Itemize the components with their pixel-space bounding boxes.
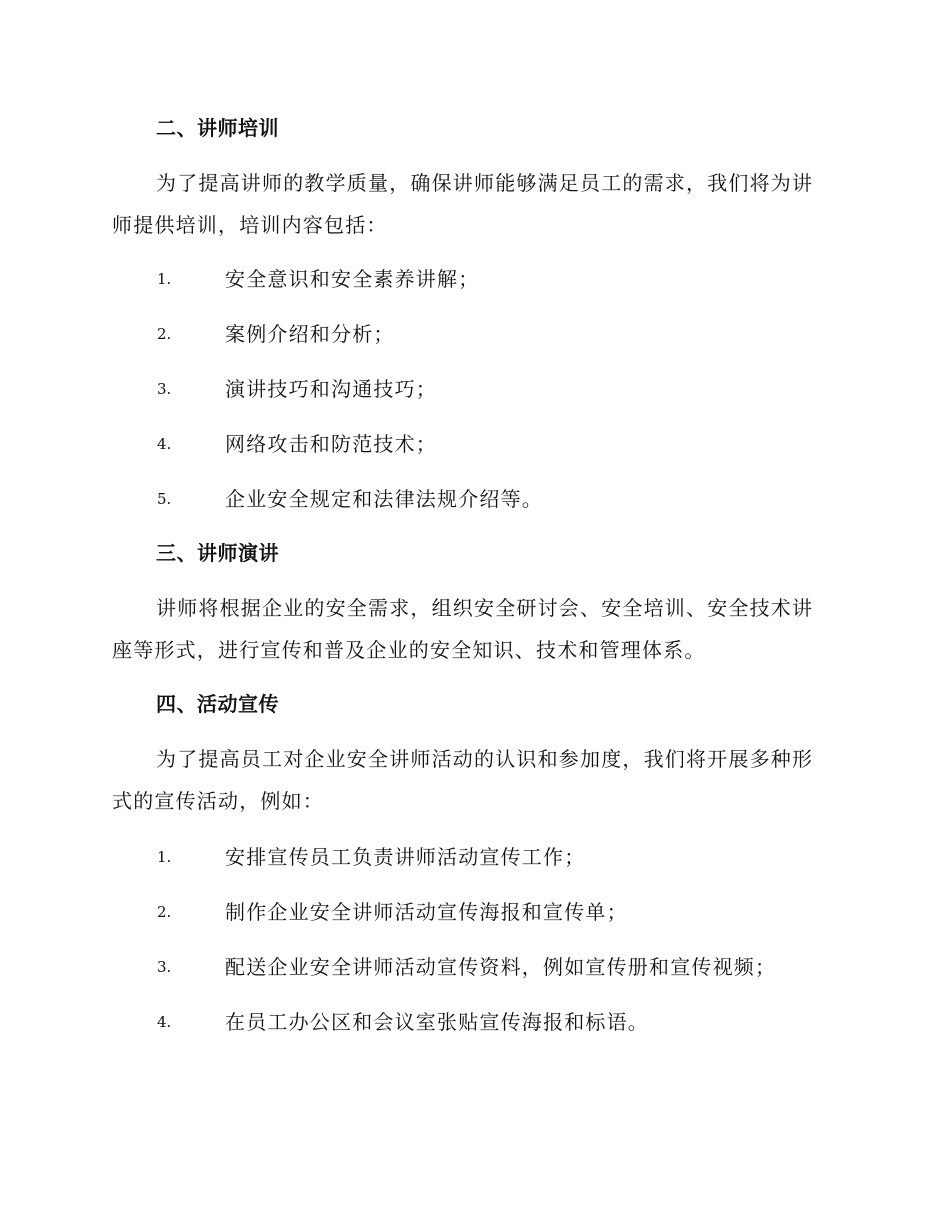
list-item [157,429,837,459]
list-item-number: 1. [157,270,172,288]
list-item-number: 3. [157,958,172,976]
list-item [157,264,837,294]
list-item [157,952,837,982]
list-item [157,1007,837,1037]
list-item [157,842,837,872]
section-heading-training: 二、讲师培训 [156,116,279,140]
list-item [157,374,837,404]
paragraph-lecture: 讲师将根据企业的安全需求，组织安全研讨会、安全培训、安全技术讲座等形式，进行宣传和普及企业的安全知识、技术和管理体系。 [112,596,814,662]
list-item-number: 4. [157,1013,172,1031]
list-item [157,484,837,514]
list-item [157,319,837,349]
list-item-text: 制作企业安全讲师活动宣传海报和宣传单； [225,900,628,924]
section-heading-lecture: 三、讲师演讲 [156,541,279,565]
list-item-number: 5. [157,490,172,508]
list-item-text: 安排宣传员工负责讲师活动宣传工作； [225,845,586,869]
paragraph-promotion-intro: 为了提高员工对企业安全讲师活动的认识和参加度，我们将开展多种形式的宣传活动，例如： [112,747,814,813]
section-heading-promotion: 四、活动宣传 [156,692,279,716]
list-item-number: 1. [157,848,172,866]
list-item-text: 在员工办公区和会议室张贴宣传海报和标语。 [225,1010,649,1034]
list-item-text: 案例介绍和分析； [225,322,395,346]
list-item-number: 4. [157,435,172,453]
list-item-text: 企业安全规定和法律法规介绍等。 [225,487,543,511]
list-item-text: 网络攻击和防范技术； [225,432,437,456]
list-item-text: 配送企业安全讲师活动宣传资料，例如宣传册和宣传视频； [225,955,777,979]
list-item-number: 2. [157,325,172,343]
list-item-number: 3. [157,380,172,398]
paragraph-training-intro: 为了提高讲师的教学质量，确保讲师能够满足员工的需求，我们将为讲师提供培训，培训内容包括： [112,171,814,237]
list-item-text: 演讲技巧和沟通技巧； [225,377,437,401]
list-item-text: 安全意识和安全素养讲解； [225,267,480,291]
list-item-number: 2. [157,903,172,921]
list-item [157,897,837,927]
